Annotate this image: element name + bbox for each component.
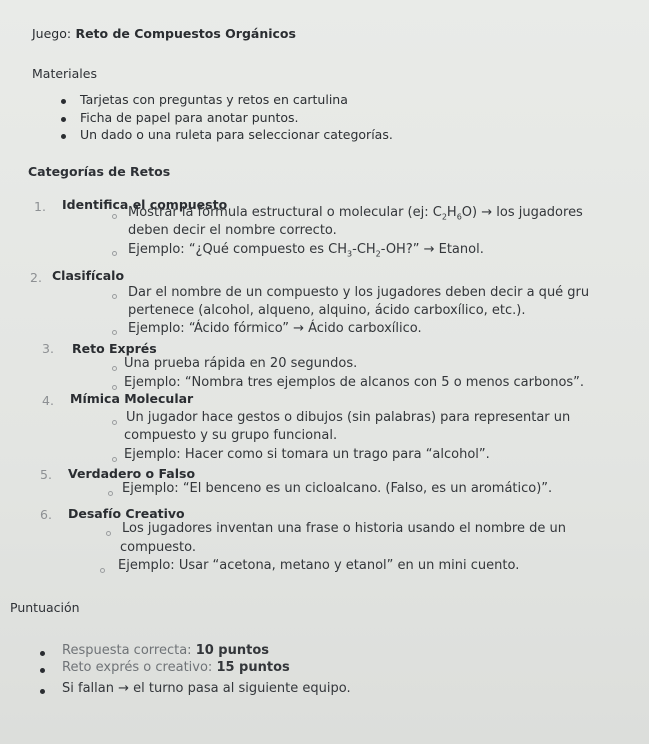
puntuacion-item: Reto exprés o creativo: 15 puntos (62, 660, 290, 675)
circle-bullet (112, 457, 117, 462)
materiales-item: Ficha de papel para anotar puntos. (80, 110, 299, 125)
bullet-dot (61, 134, 66, 139)
item-title: Identifica el compuesto (62, 197, 228, 212)
item-title: Desafío Creativo (68, 506, 185, 521)
item-line: deben decir el nombre correcto. (128, 223, 337, 238)
circle-bullet (112, 330, 117, 335)
item-line: Un jugador hace gestos o dibujos (sin palabras) para representar un (126, 410, 571, 425)
item-number: 6. (40, 507, 52, 522)
materiales-item: Un dado o una ruleta para seleccionar categorías. (80, 127, 393, 142)
circle-bullet (108, 491, 113, 496)
bullet-dot (61, 117, 66, 122)
puntuacion-heading: Puntuación (10, 600, 80, 615)
circle-bullet (106, 531, 111, 536)
item-line: compuesto. (120, 540, 196, 555)
bullet-dot (61, 99, 66, 104)
puntuacion-item: Si fallan → el turno pasa al siguiente equipo. (62, 681, 351, 696)
item-line: Mostrar la fórmula estructural o molecular (ej: $C_2H_6O$) → los jugadores (128, 205, 583, 222)
title-text: Reto de Compuestos Orgánicos (75, 26, 296, 41)
item-line: Una prueba rápida en 20 segundos. (124, 356, 358, 371)
materiales-heading: Materiales (32, 66, 97, 81)
title-prefix: Juego: (32, 26, 72, 41)
item-title: Verdadero o Falso (68, 466, 196, 481)
item-line: Ejemplo: “Ácido fórmico” → Ácido carboxílico. (128, 321, 422, 336)
item-line: Ejemplo: Usar “acetona, metano y etanol” en un mini cuento. (118, 558, 520, 573)
item-line: pertenece (alcohol, alqueno, alquino, ácido carboxílico, etc.). (128, 303, 526, 318)
bullet-dot (40, 689, 45, 694)
item-number: 2. (30, 270, 42, 285)
item-number: 4. (42, 393, 54, 408)
circle-bullet (112, 420, 117, 425)
item-line: Dar el nombre de un compuesto y los jugadores deben decir a qué gru (128, 285, 590, 300)
item-line: Los jugadores inventan una frase o historia usando el nombre de un (122, 521, 566, 536)
item-title: Clasifícalo (52, 268, 125, 283)
item-number: 1. (34, 199, 46, 214)
item-line: compuesto y su grupo funcional. (124, 428, 338, 443)
circle-bullet (112, 251, 117, 256)
item-line: Ejemplo: Hacer como si tomara un trago para “alcohol”. (124, 447, 490, 462)
item-number: 3. (42, 341, 54, 356)
circle-bullet (100, 568, 105, 573)
item-number: 5. (40, 467, 52, 482)
item-line: Ejemplo: “¿Qué compuesto es $CH_3-CH_2-OH$?” → Etanol. (128, 242, 484, 259)
document-title (32, 26, 296, 41)
item-title: Reto Exprés (72, 341, 157, 356)
item-title: Mímica Molecular (70, 391, 194, 406)
circle-bullet (112, 385, 117, 390)
puntuacion-item: Respuesta correcta: 10 puntos (62, 643, 270, 658)
item-line: Ejemplo: “Nombra tres ejemplos de alcanos con 5 o menos carbonos”. (124, 375, 585, 390)
circle-bullet (112, 214, 117, 219)
item-line: Ejemplo: “El benceno es un cicloalcano. (Falso, es un aromático)”. (122, 481, 553, 496)
bullet-dot (40, 668, 45, 673)
circle-bullet (112, 294, 117, 299)
bullet-dot (40, 651, 45, 656)
materiales-item: Tarjetas con preguntas y retos en cartulina (80, 92, 348, 107)
categorias-heading: Categorías de Retos (28, 164, 171, 179)
circle-bullet (112, 366, 117, 371)
